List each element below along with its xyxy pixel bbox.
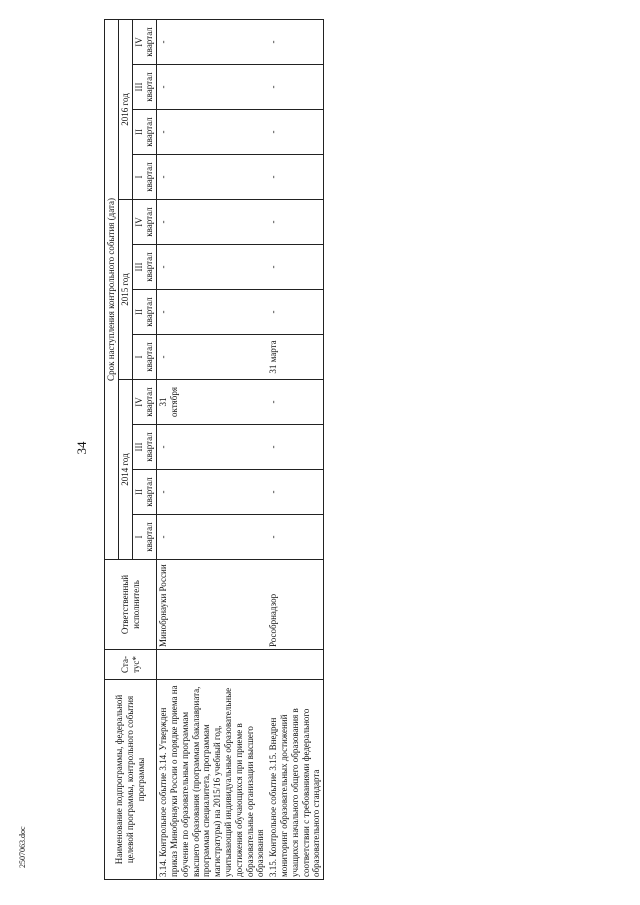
deadline-cell: - (157, 19, 267, 64)
header-name: Наименование подпрограммы, федеральной целевой программы, контрольного события программы (105, 680, 157, 880)
quarter-word: квартал (144, 387, 155, 417)
deadline-cell: - (157, 110, 267, 155)
table-row (267, 19, 323, 879)
quarter-header (132, 245, 157, 290)
quarter-header (132, 200, 157, 245)
event-name-cell (157, 680, 267, 880)
deadline-cell: 31 октября (157, 380, 267, 425)
quarter-header (132, 155, 157, 200)
quarter-header (132, 470, 157, 515)
table-row (157, 19, 267, 879)
quarter-word: квартал (144, 252, 155, 282)
deadline-cell: - (157, 515, 267, 560)
document-code: 2507063.doc (18, 826, 27, 868)
control-events-table (104, 19, 324, 880)
deadline-cell: - (157, 335, 267, 380)
quarter-numeral: II (133, 309, 144, 315)
quarter-numeral: I (133, 175, 144, 179)
control-events-table-wrapper (104, 20, 628, 880)
quarter-header (132, 290, 157, 335)
quarter-numeral: II (133, 129, 144, 135)
quarter-header (132, 65, 157, 110)
deadline-cell: - (157, 200, 267, 245)
header-year-2015: 2015 год (118, 200, 132, 380)
page-number: 34 (74, 441, 89, 455)
deadline-cell: - (267, 245, 323, 290)
deadline-cell: - (157, 470, 267, 515)
quarter-numeral: I (133, 535, 144, 539)
header-deadline: Срок наступления контрольного события (дата) (105, 19, 119, 559)
header-responsible: Ответственный исполнитель (105, 560, 157, 650)
header-status: Ста-тус* (105, 650, 157, 680)
deadline-cell: - (157, 245, 267, 290)
header-year-2014: 2014 год (118, 380, 132, 560)
deadline-cell: - (267, 470, 323, 515)
deadline-cell: - (267, 515, 323, 560)
deadline-cell: - (267, 290, 323, 335)
quarter-numeral: III (133, 442, 144, 452)
deadline-cell: - (267, 19, 323, 64)
quarter-word: квартал (144, 297, 155, 327)
quarter-numeral: IV (133, 397, 144, 407)
quarter-word: квартал (144, 117, 155, 147)
quarter-numeral: III (133, 82, 144, 92)
deadline-cell: - (267, 155, 323, 200)
event-name: Контрольное событие 3.14. Утвержден приказ Минобрнауки России о порядке приема на обучение по образовательным программам высшего образования (программам бакалавриата, программам специалитета, программам магистратуры) на 2015/16 учебный год, учитывающий индивидуальные образовательные достижения обучающихся при приеме в образовательные организации высшего образования (158, 685, 266, 877)
deadline-cell: - (267, 380, 323, 425)
quarter-header (132, 380, 157, 425)
quarter-numeral: IV (133, 37, 144, 47)
deadline-cell: - (267, 425, 323, 470)
deadline-cell: - (157, 425, 267, 470)
quarter-word: квартал (144, 207, 155, 237)
quarter-header (132, 335, 157, 380)
event-name: Контрольное событие 3.15. Внедрен мониторинг образовательных достижений учащихся начального общего образования в соответствии с требованиями федерального образовательного стандарта (268, 708, 322, 877)
event-number: 3.15. (268, 859, 279, 877)
quarter-word: квартал (144, 342, 155, 372)
quarter-numeral: III (133, 262, 144, 272)
deadline-cell: - (157, 155, 267, 200)
responsible-cell: Рособрнадзор (267, 560, 323, 650)
quarter-word: квартал (144, 477, 155, 507)
deadline-cell: - (157, 290, 267, 335)
status-cell (267, 650, 323, 680)
deadline-cell: 31 марта (267, 335, 323, 380)
quarter-numeral: I (133, 355, 144, 359)
quarter-header (132, 19, 157, 64)
responsible-cell: Минобрнауки России (157, 560, 267, 650)
quarter-word: квартал (144, 432, 155, 462)
deadline-cell: - (157, 65, 267, 110)
quarter-word: квартал (144, 522, 155, 552)
status-cell (157, 650, 267, 680)
deadline-cell: - (267, 65, 323, 110)
header-year-2016: 2016 год (118, 19, 132, 199)
quarter-header (132, 425, 157, 470)
quarter-numeral: II (133, 489, 144, 495)
event-number: 3.14. (158, 859, 169, 877)
quarter-header (132, 515, 157, 560)
quarter-numeral: IV (133, 217, 144, 227)
quarter-word: квартал (144, 27, 155, 57)
event-name-cell (267, 680, 323, 880)
table-body (157, 19, 324, 879)
quarter-header (132, 110, 157, 155)
quarter-word: квартал (144, 72, 155, 102)
deadline-cell: - (267, 200, 323, 245)
quarter-word: квартал (144, 162, 155, 192)
deadline-cell: - (267, 110, 323, 155)
